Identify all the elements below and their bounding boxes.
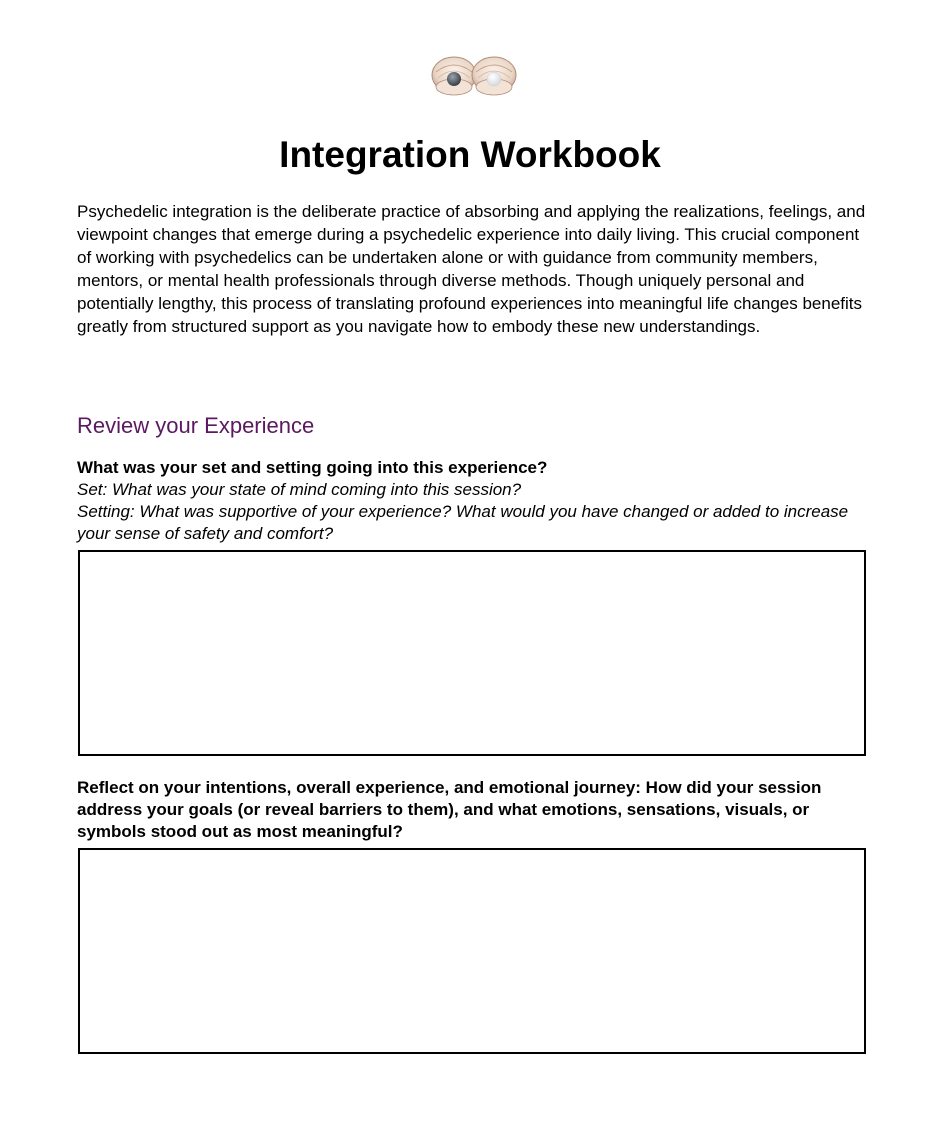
question-set-setting (77, 457, 867, 545)
section-heading: Review your Experience (77, 413, 315, 438)
question-prompt: What was your set and setting going into this experience? (77, 458, 548, 477)
pearl-oyster-shells-icon (430, 54, 520, 100)
intro-paragraph: Psychedelic integration is the deliberate practice of absorbing and applying the realizations, feelings, and viewpoint changes that emerge during a psychedelic experience into daily living. This crucial component of working with psychedelics can be undertaken alone or with guidance from community members, mentors, or mental health professionals through diverse methods. Though uniquely personal and potentially lengthy, this process of translating profound experiences into meaningful life changes benefits greatly from structured support as you navigate how to embody these new understandings. (77, 202, 866, 336)
question-reflection (77, 777, 867, 843)
page-title: Integration Workbook (279, 134, 661, 175)
question-prompt: Reflect on your intentions, overall experience, and emotional journey: How did your session address your goals (or reveal barriers to them), and what emotions, sensations, visuals, or symbols stood out as most meaningful? (77, 778, 822, 841)
question-hint-setting: Setting: What was supportive of your experience? What would you have changed or added to increase your sense of safety and comfort? (77, 502, 849, 543)
question-hint-set: Set: What was your state of mind coming into this session? (77, 480, 522, 499)
answer-box-set-setting[interactable] (78, 550, 866, 756)
answer-box-reflection[interactable] (78, 848, 866, 1054)
